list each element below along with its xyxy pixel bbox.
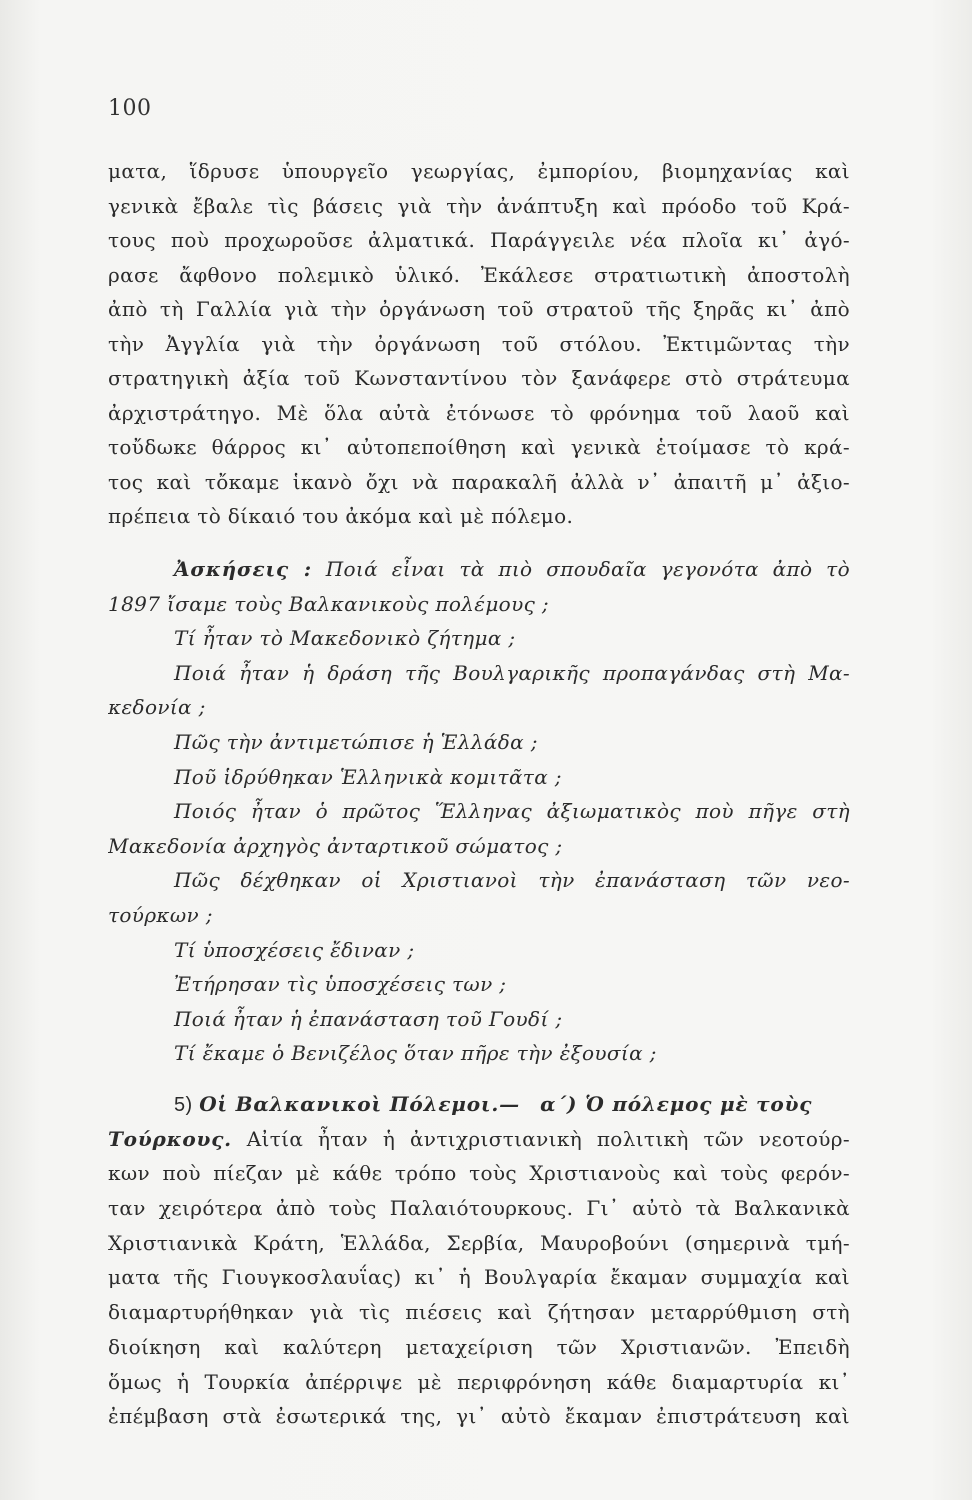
exercise-question: Πῶς δέχθηκαν οἱ Χριστιανοὶ τὴν ἐπανάσταση τῶν νεο- [174, 868, 850, 893]
exercise-question: Ποῦ ἱδρύθηκαν Ἑλληνικὰ κομιτᾶτα ; [174, 764, 562, 789]
text-line: στρατηγικὴ ἀξία τοῦ Κωνσταντίνου τὸν ξανάφερε στὸ στράτευμα [108, 366, 850, 390]
text-line: ματα, ἵδρυσε ὑπουργεῖο γεωργίας, ἐμπορίου, βιομηχανίας καὶ [108, 159, 850, 183]
text-line: ταν χειρότερα ἀπὸ τοὺς Παλαιότουρκους. Γι᾿ αὐτὸ τὰ Βαλκανικὰ [108, 1196, 850, 1221]
text-line: τος καὶ τὄκαμε ἱκανὸ ὄχι νὰ παρακαλῆ ἀλλὰ ν᾿ ἀπαιτῆ μ᾿ ἀξιο- [108, 469, 850, 494]
exercise-question: Ποιά ἦταν ἡ ἐπανάσταση τοῦ Γουδί ; [174, 1006, 563, 1031]
exercise-question: τούρκων ; [108, 902, 213, 927]
text-line: διαμαρτυρήθηκαν γιὰ τὶς πιέσεις καὶ ζήτησαν μεταρρύθμιση στὴ [108, 1300, 850, 1325]
exercise-question: Ποιά εἶναι τὰ πιὸ σπουδαῖα γεγονότα ἀπὸ τὸ [325, 557, 850, 581]
text-line: τοὔδωκε θάρρος κι᾿ αὐτοπεποίθηση καὶ γενικὰ ἑτοίμασε τὸ κρά- [108, 435, 850, 459]
exercise-question: Ἐτήρησαν τὶς ὑποσχέσεις των ; [174, 972, 507, 997]
text-line: τὴν Ἀγγλία γιὰ τὴν ὀργάνωση τοῦ στόλου. Ἐκτιμῶντας τὴν [108, 331, 850, 356]
exercise-question: Ποιός ἦταν ὁ πρῶτος Ἕλληνας ἀξιωματικὸς ποὺ πῆγε στὴ [174, 799, 850, 824]
exercise-question: Πῶς τὴν ἀντιμετώπισε ἡ Ἑλλάδα ; [174, 729, 538, 754]
exercise-question: 1897 ἴσαμε τοὺς Βαλκανικοὺς πολέμους ; [108, 591, 549, 616]
text-line: κων ποὺ πίεζαν μὲ κάθε τρόπο τοὺς Χριστιανοὺς καὶ τοὺς φερόν- [108, 1161, 850, 1186]
section-number: 5) [174, 1094, 193, 1116]
text-line: πρέπεια τὸ δίκαιό του ἀκόμα καὶ μὲ πόλεμο. [108, 504, 574, 528]
section-heading-line [108, 1087, 850, 1122]
section-title: Οἱ Βαλκανικοὶ Πόλεμοι.— [199, 1092, 520, 1116]
text-line: ὅμως ἡ Τουρκία ἀπέρριψε μὲ περιφρόνηση κάθε διαμαρτυρία κι᾿ [108, 1369, 850, 1394]
exercise-question: Τί ὑποσχέσεις ἔδιναν ; [174, 937, 415, 962]
text-line: ἐπέμβαση στὰ ἐσωτερικά της, γι᾿ αὐτὸ ἔκαμαν ἐπιστράτευση καὶ [108, 1404, 850, 1429]
text-line: τους ποὺ προχωροῦσε ἀλματικά. Παράγγειλε νέα πλοῖα κι᾿ ἀγό- [108, 228, 850, 252]
section-text: Αἰτία ἦταν ἡ ἀντιχριστιανικὴ πολιτικὴ τῶν νεοτούρ- [246, 1126, 850, 1151]
paragraph-reforms [108, 154, 850, 534]
text-line: ἀρχιστράτηγο. Μὲ ὅλα αὐτὰ ἐτόνωσε τὸ φρόνημα τοῦ λαοῦ καὶ [108, 400, 850, 425]
text-line: ἀπὸ τὴ Γαλλία γιὰ τὴν ὀργάνωση τοῦ στρατοῦ τῆς ξηρᾶς κι᾿ ἀπὸ [108, 297, 850, 321]
section-subtitle-cont: Τούρκους. [108, 1126, 232, 1151]
exercises-first-line [108, 552, 850, 587]
text-line: ρασε ἄφθονο πολεμικὸ ὑλικό. Ἐκάλεσε στρατιωτικὴ ἀποστολὴ [108, 262, 850, 287]
exercise-question: Τί ἦταν τὸ Μακεδονικὸ ζήτημα ; [174, 626, 516, 651]
exercises-block [108, 552, 850, 1071]
page-number: 100 [108, 96, 152, 121]
text-line: διοίκηση καὶ καλύτερη μεταχείριση τῶν Χριστιανῶν. Ἐπειδὴ [108, 1334, 850, 1359]
exercise-question: κεδονία ; [108, 695, 206, 720]
section-balkan-wars [108, 1087, 850, 1434]
exercise-question: Τί ἔκαμε ὁ Βενιζέλος ὅταν πῆρε τὴν ἐξουσία ; [174, 1041, 657, 1066]
text-line: γενικὰ ἔβαλε τὶς βάσεις γιὰ τὴν ἀνάπτυξη καὶ πρόοδο τοῦ Κρά- [108, 193, 850, 218]
exercise-question: Ποιά ἦταν ἡ δράση τῆς Βουλγαρικῆς προπαγάνδας στὴ Μα- [174, 660, 850, 685]
text-line [108, 1122, 850, 1157]
text-line: ματα τῆς Γιουγκοσλαυΐας) κι᾿ ἡ Βουλγαρία ἔκαμαν συμμαχία καὶ [108, 1265, 850, 1290]
section-subtitle: α΄) Ὁ πόλεμος μὲ τοὺς [540, 1092, 813, 1116]
text-line: Χριστιανικὰ Κράτη, Ἑλλάδα, Σερβία, Μαυροβούνι (σημερινὰ τμή- [108, 1230, 850, 1255]
exercises-label: Ἀσκήσεις : [174, 557, 312, 581]
exercise-question: Μακεδονία ἀρχηγὸς ἀνταρτικοῦ σώματος ; [108, 833, 563, 858]
